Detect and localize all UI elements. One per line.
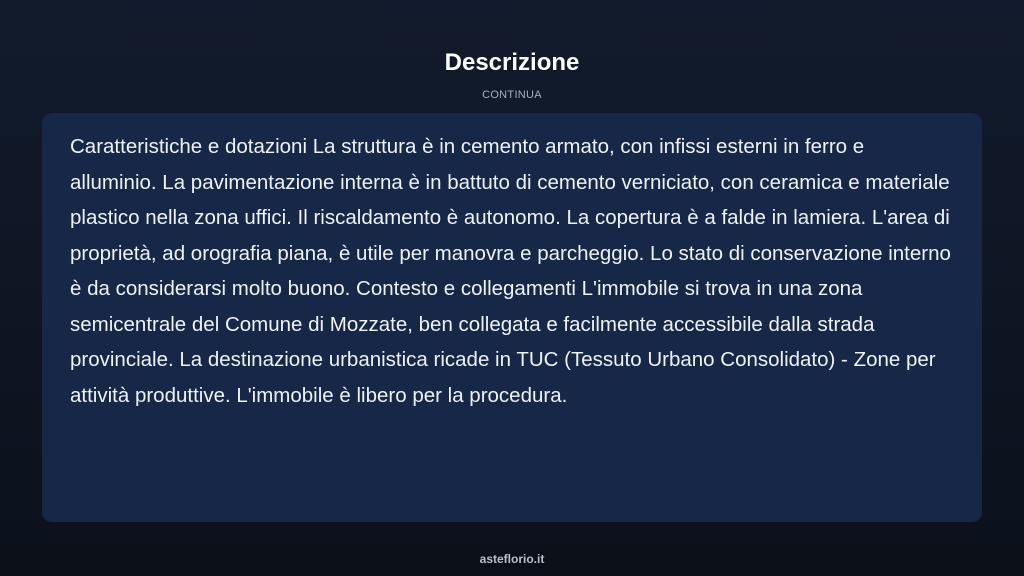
page-header [0,46,1024,102]
site-name: asteflorio.it [479,552,545,566]
continue-link[interactable]: CONTINUA [482,89,542,101]
description-text: Caratteristiche e dotazioni La struttura è in cemento armato, con infissi esterni in ferro e alluminio. La pavimentazione interna è in battuto di cemento verniciato, con ceramica e materiale plastico nella zona uffici. Il riscaldamento è autonomo. La copertura è a falde in lamiera. L'area di proprietà, ad orografia piana, è utile per manovra e parcheggio. Lo stato di conservazione interno è da considerarsi molto buono. Contesto e collegamenti L'immobile si trova in una zona semicentrale del Comune di Mozzate, ben collegata e facilmente accessibile dalla strada provinciale. La destinazione urbanistica ricade in TUC (Tessuto Urbano Consolidato) - Zone per attività produttive. L'immobile è libero per la procedura. [70,135,951,407]
description-card [42,113,982,522]
footer-bar [0,543,1024,576]
page-title: Descrizione [444,49,580,76]
